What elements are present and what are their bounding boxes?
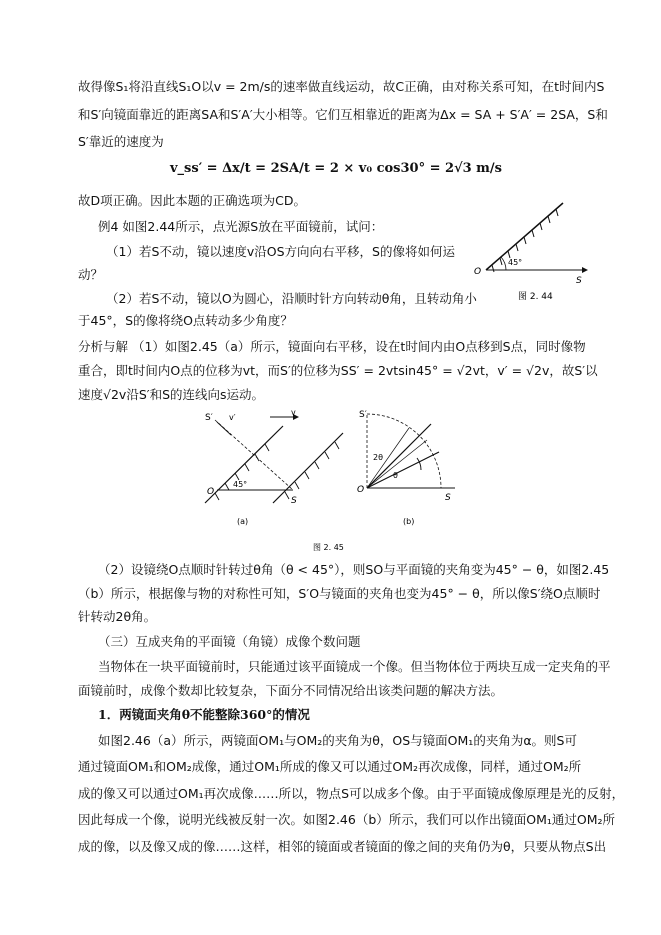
figure-2-45a <box>205 408 343 526</box>
paragraph-line: （b）所示，根据像与物的对称性可知，S′O与镜面的夹角也变为45° − θ，所以像S′绕O点顺时 <box>78 586 601 601</box>
figure-caption: 图 2. 44 <box>518 292 553 302</box>
subsection-heading: 1．两镜面夹角θ不能整除360°的情况 <box>98 707 310 722</box>
paragraph-line: 重合，即t时间内O点的位移为vt，而S′的位移为SS′ = 2vtsin45° = √2vt，v′ = √2v，故S′以 <box>78 363 598 378</box>
angle-theta-label: θ <box>393 471 398 480</box>
label-O: O <box>357 485 365 495</box>
paragraph-line: （2）若S不动，镜以O为圆心，沿顺时针方向转动θ角，且转动角小 <box>106 291 477 306</box>
formula: v_ss′ = Δx/t = 2SA/t = 2 × v₀ cos30° = 2√3 m/s <box>170 161 503 176</box>
paragraph-line: 成的像又可以通过OM₁再次成像……所以，物点S可以成多个像。由于平面镜成像原理是光的反射， <box>78 786 625 801</box>
paragraph-line: 当物体在一块平面镜前时，只能通过该平面镜成一个像。但当物体位于两块互成一定夹角的平 <box>98 659 611 674</box>
angle-2theta-label: 2θ <box>373 453 383 462</box>
paragraph-line: 成的像，以及像又成的像……这样，相邻的镜面或者镜面的像之间的夹角仍为θ，只要从物点S出 <box>78 839 607 854</box>
arrow-v-prime <box>217 422 231 435</box>
mirror-line <box>486 203 563 270</box>
rotation-arrow <box>417 458 421 470</box>
figure-caption: 图 2. 45 <box>313 543 344 552</box>
paragraph-line: 于45°，S的像将绕O点转动多少角度？ <box>78 313 293 328</box>
figure-2-45b <box>357 410 455 526</box>
point-O-label: O <box>474 267 482 277</box>
label-O: O <box>207 487 215 497</box>
paragraph-line: 如图2.46（a）所示，两镜面OM₁与OM₂的夹角为θ，OS与镜面OM₁的夹角为α。则S可 <box>98 733 577 748</box>
label-S-prime: S′ <box>205 413 213 423</box>
paragraph-line: 故得像S₁将沿直线S₁O以v = 2m/s的速率做直线运动，故C正确，由对称关系可知，在t时间内S <box>78 79 605 94</box>
section-heading: （三）互成夹角的平面镜（角镜）成像个数问题 <box>98 634 361 649</box>
mirror-left <box>205 426 283 503</box>
example-title: 例4 如图2.44所示，点光源S放在平面镜前，试问： <box>98 219 384 234</box>
paragraph-line: 通过镜面OM₁和OM₂成像，通过OM₁所成的像又可以通过OM₂再次成像，同样，通过OM₂所 <box>78 759 582 774</box>
mirror-right <box>273 433 343 503</box>
mirror-hatch <box>215 442 339 500</box>
paragraph-line: 速度√2v沿S′和S的连线向s运动。 <box>78 387 265 402</box>
label-S: S <box>291 496 297 506</box>
figure-2-44 <box>468 195 598 305</box>
paragraph-line: 面镜前时，成像个数却比较复杂，下面分不同情况给出该类问题的解决方法。 <box>78 683 504 698</box>
label-S: S <box>445 493 451 503</box>
paragraph-line: 和S′向镜面靠近的距离SA和S′A′大小相等。它们互相靠近的距离为Δx = SA + S′A′ = 2SA，S和 <box>78 107 608 122</box>
angle-label: 45° <box>508 258 523 267</box>
paragraph-line: 因此每成一个像，说明光线被反射一次。如图2.46（b）所示，我们可以作出镜面OM₁通过OM₂所 <box>78 812 616 827</box>
paragraph-line: 故D项正确。因此本题的正确选项为CD。 <box>78 193 306 208</box>
figure-2-45 <box>195 408 475 558</box>
label-v-prime: v′ <box>229 413 236 422</box>
label-S-prime: S′ <box>359 410 367 420</box>
analysis-line: 分析与解 （1）如图2.45（a）所示，镜面向右平移，设在t时间内由O点移到S点，同时像物 <box>78 339 586 354</box>
mirror-hatch <box>492 209 558 272</box>
ray-line <box>367 440 427 488</box>
subfigure-label: (b) <box>403 517 415 526</box>
arrow-head <box>582 267 588 273</box>
subfigure-label: (a) <box>237 517 249 526</box>
angle-label: 45° <box>233 480 248 489</box>
label-v: v <box>291 408 296 417</box>
paragraph-line: 动？ <box>78 267 104 282</box>
paragraph-line: （1）若S不动，镜以速度v沿OS方向向右平移，S的像将如何运 <box>106 244 455 259</box>
paragraph-line: S′靠近的速度为 <box>78 134 164 149</box>
paragraph-line: （2）设镜绕O点顺时针转过θ角（θ < 45°），则SO与平面镜的夹角变为45° − θ，如图2.45 <box>98 562 610 577</box>
paragraph-line: 针转动2θ角。 <box>78 609 157 624</box>
point-S-label: S <box>576 276 582 286</box>
